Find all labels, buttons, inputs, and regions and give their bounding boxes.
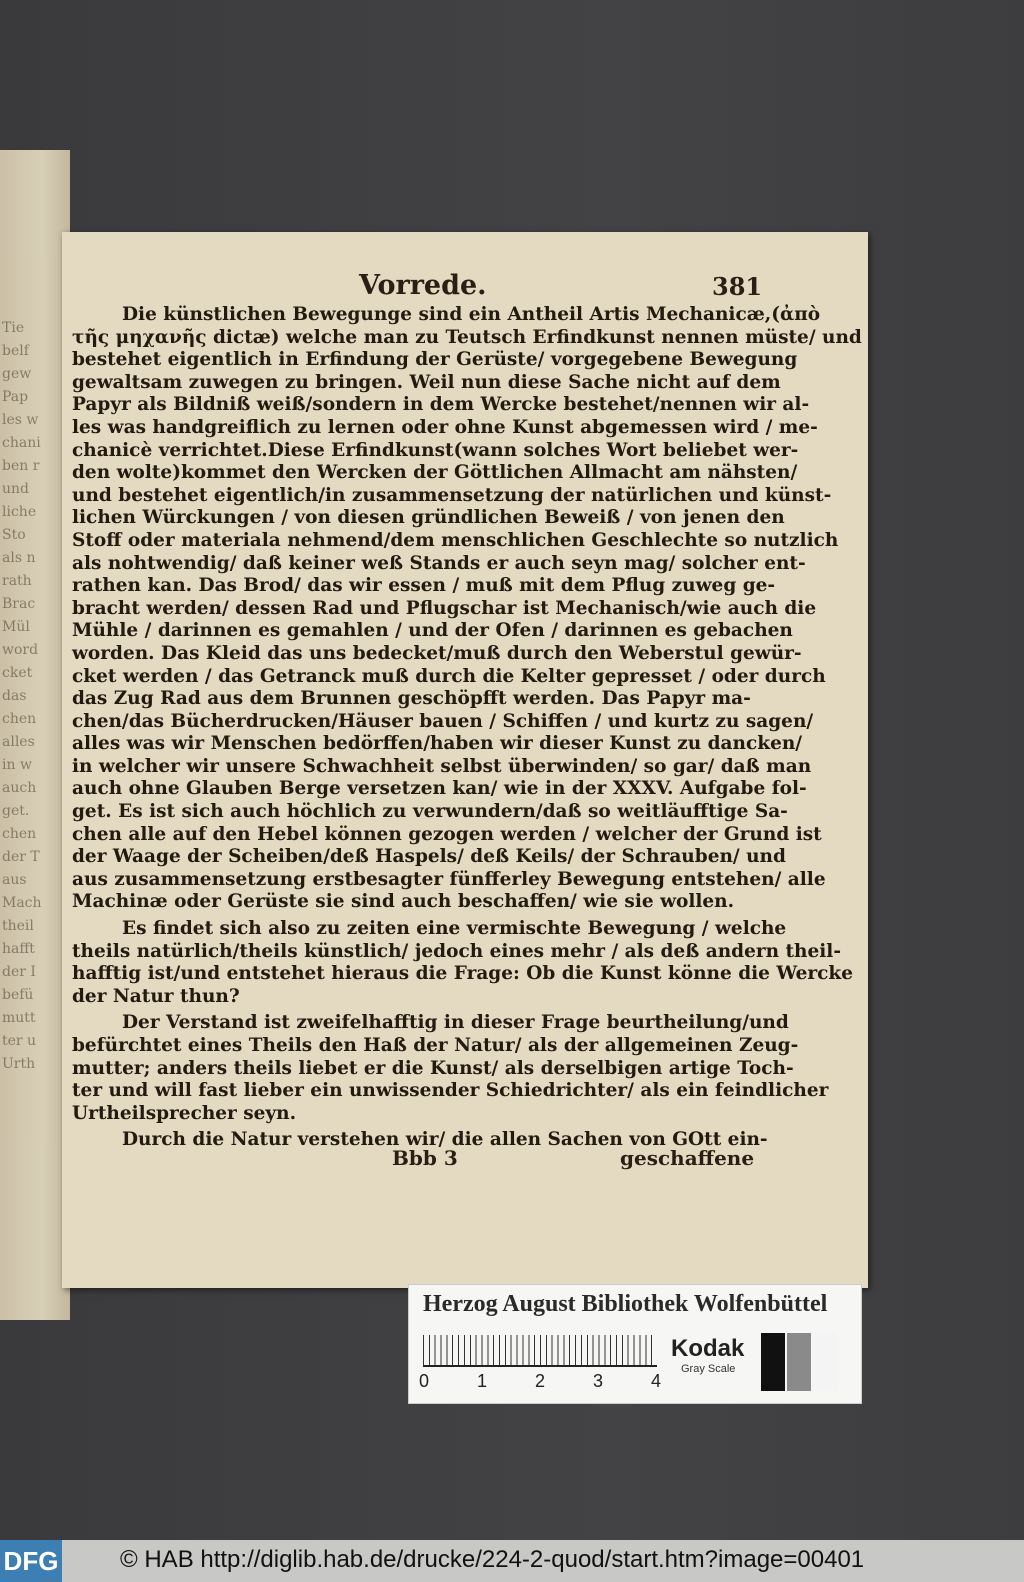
prev-page-fragment: aus <box>2 872 27 888</box>
color-card <box>408 1284 862 1404</box>
text-line: der Waage der Scheiben/deß Haspels/ deß Keils/ der Schrauben/ und <box>72 846 786 868</box>
text-line: chanicè verrichtet.Diese Erfindkunst(wann solches Wort beliebet wer- <box>72 439 799 461</box>
text-line: Die künstlichen Bewegunge sind ein Antheil Artis Mechanicæ,(ἀπὸ <box>122 304 821 325</box>
text-line: alles was wir Menschen bedörffen/haben wir dieser Kunst zu dancken/ <box>72 733 803 755</box>
copyright-link[interactable]: © HAB http://diglib.hab.de/drucke/224-2-quod/start.htm?image=00401 <box>120 1546 865 1573</box>
catchword: geschaffene <box>620 1146 755 1170</box>
text-line: Stoff oder materiala nehmend/dem menschlichen Geschlechte so nutzlich <box>72 529 839 551</box>
prev-page-fragment: ben r <box>2 458 40 474</box>
prev-page-fragment: rath <box>2 573 32 589</box>
text-line: les was handgreiflich zu lernen oder ohne Kunst abgemessen wird / me- <box>72 416 818 438</box>
text-line: cket werden / das Getranck muß durch die Kelter gepresset / oder durch <box>72 665 826 687</box>
text-line: mutter; anders theils liebet er die Kunst/ als derselbigen artige Toch- <box>72 1057 794 1079</box>
text-line: τῆς μηχανῆς dictæ) welche man zu Teutsch Erfindkunst nennen müste/ und <box>72 326 862 348</box>
prev-page-fragment: les w <box>2 412 39 428</box>
prev-page-fragment: alles <box>2 734 35 750</box>
prev-page-fragment: Brac <box>2 596 36 612</box>
kodak-brand: Kodak <box>671 1335 745 1362</box>
text-line: Der Verstand ist zweifelhafftig in dieser Frage beurtheilung/und <box>122 1012 789 1034</box>
text-line: chen/das Bücherdrucken/Häuser bauen / Schiffen / und kurtz zu sagen/ <box>72 710 814 732</box>
text-line: und bestehet eigentlich/in zusammensetzung der natürlichen und künst- <box>72 484 832 506</box>
text-line: worden. Das Kleid das uns bedecket/muß durch den Weberstul gewür- <box>72 642 802 664</box>
text-line: als nohtwendig/ daß keiner weß Stands er auch seyn mag/ solcher ent- <box>72 552 806 574</box>
prev-page-fragment: als n <box>2 550 36 566</box>
book-page <box>62 232 868 1288</box>
gray-patch <box>813 1333 837 1391</box>
ruler-number: 3 <box>593 1371 604 1391</box>
text-line: ter und will fast lieber ein unwissender Schiedrichter/ als ein feindlicher <box>72 1080 829 1102</box>
previous-page-edge <box>0 150 70 1320</box>
prev-page-fragment: Sto <box>2 527 26 543</box>
card-title: Herzog August Bibliothek Wolfenbüttel <box>423 1291 828 1317</box>
prev-page-fragment: auch <box>2 780 37 796</box>
text-line: der Natur thun? <box>72 985 240 1007</box>
prev-page-fragment: und <box>2 481 29 497</box>
prev-page-fragment: Mach <box>2 895 42 911</box>
page-title: Vorrede. <box>359 270 487 301</box>
prev-page-fragment: der I <box>2 964 36 980</box>
page-number: 381 <box>712 272 763 301</box>
ruler-number: 0 <box>419 1371 430 1391</box>
prev-page-fragment: Mül <box>2 619 30 635</box>
text-line: theils natürlich/theils künstlich/ jedoch eines mehr / als deß andern theil- <box>72 940 842 962</box>
text-line: aus zusammensetzung erstbesagter fünfferley Bewegung entstehen/ alle <box>72 868 826 890</box>
text-line: get. Es ist sich auch höchlich zu verwundern/daß so weitläufftige Sa- <box>72 801 788 823</box>
text-line: Machinæ oder Gerüste sie sind auch beschaffen/ wie sie wollen. <box>72 891 735 913</box>
footer-bar <box>0 1540 1024 1582</box>
prev-page-fragment: chani <box>2 435 41 451</box>
gray-patch <box>787 1333 811 1391</box>
ruler-number: 4 <box>651 1371 662 1391</box>
text-line: Urtheilsprecher seyn. <box>72 1102 297 1124</box>
signature-mark: Bbb 3 <box>392 1146 458 1170</box>
prev-page-fragment: mutt <box>2 1010 36 1026</box>
prev-page-fragment: in w <box>2 757 32 773</box>
ruler-number: 2 <box>535 1371 546 1391</box>
text-line: das Zug Rad aus dem Brunnen geschöpfft werden. Das Papyr ma- <box>72 688 751 710</box>
text-line: befürchtet eines Theils den Haß der Natur/ als der allgemeinen Zeug- <box>72 1035 799 1056</box>
text-line: Papyr als Bildniß weiß/sondern in dem Wercke bestehet/nennen wir al- <box>72 394 810 416</box>
prev-page-fragment: gew <box>2 366 32 382</box>
prev-page-fragment: chen <box>2 826 37 842</box>
text-line: chen alle auf den Hebel können gezogen werden / welcher der Grund ist <box>72 823 822 845</box>
ruler-numbers <box>419 1371 669 1395</box>
text-line: bracht werden/ dessen Rad und Pflugschar ist Mechanisch/wie auch die <box>72 597 817 619</box>
ruler-icon <box>423 1335 657 1367</box>
text-line: hafftig ist/und entstehet hieraus die Frage: Ob die Kunst könne die Wercke <box>72 963 854 985</box>
prev-page-fragment: theil <box>2 918 34 934</box>
text-line: Durch die Natur verstehen wir/ die allen Sachen von GOtt ein- <box>122 1129 768 1151</box>
gray-scale-label: Gray Scale <box>681 1363 736 1375</box>
page-header <box>62 270 868 304</box>
prev-page-fragment: Pap <box>2 389 29 405</box>
text-line: auch ohne Glauben Berge versetzen kan/ wie in der XXXV. Aufgabe fol- <box>72 778 807 800</box>
prev-page-fragment: get. <box>2 803 30 819</box>
prev-page-fragment: Urth <box>2 1056 36 1072</box>
prev-page-fragment: der T <box>2 849 40 865</box>
prev-page-fragment: befü <box>2 987 34 1003</box>
page-text <box>72 304 862 1152</box>
prev-page-fragment: cket <box>2 665 33 681</box>
page-footer <box>62 1146 868 1176</box>
text-line: in welcher wir unsere Schwachheit selbst überwinden/ so gar/ daß man <box>72 755 812 777</box>
text-line: den wolte)kommet den Wercken der Göttlichen Allmacht am nähsten/ <box>72 462 798 484</box>
prev-page-fragment: hafft <box>2 941 35 957</box>
text-line: Es findet sich also zu zeiten eine vermischte Bewegung / welche <box>122 918 787 940</box>
text-line: rathen kan. Das Brod/ das wir essen / muß mit dem Pflug zuweg ge- <box>72 575 776 597</box>
dfg-logo[interactable]: DFG <box>0 1540 62 1582</box>
gray-patch <box>761 1333 785 1391</box>
text-line: bestehet eigentlich in Erfindung der Gerüste/ vorgegebene Bewegung <box>72 349 798 371</box>
ruler-number: 1 <box>477 1371 488 1391</box>
text-line: gewaltsam zuwegen zu bringen. Weil nun diese Sache nicht auf dem <box>72 371 781 393</box>
prev-page-fragment: das <box>2 688 27 704</box>
text-line: lichen Würckungen / von diesen gründlichen Beweiß / von jenen den <box>72 507 785 529</box>
prev-page-fragment: word <box>2 642 39 658</box>
prev-page-fragment: belf <box>2 343 29 359</box>
text-line: Mühle / darinnen es gemahlen / und der Ofen / darinnen es gebachen <box>72 620 793 642</box>
prev-page-fragment: Tie <box>2 320 25 336</box>
prev-page-fragment: ter u <box>2 1033 37 1049</box>
prev-page-fragment: liche <box>2 504 37 520</box>
prev-page-fragment: chen <box>2 711 37 727</box>
